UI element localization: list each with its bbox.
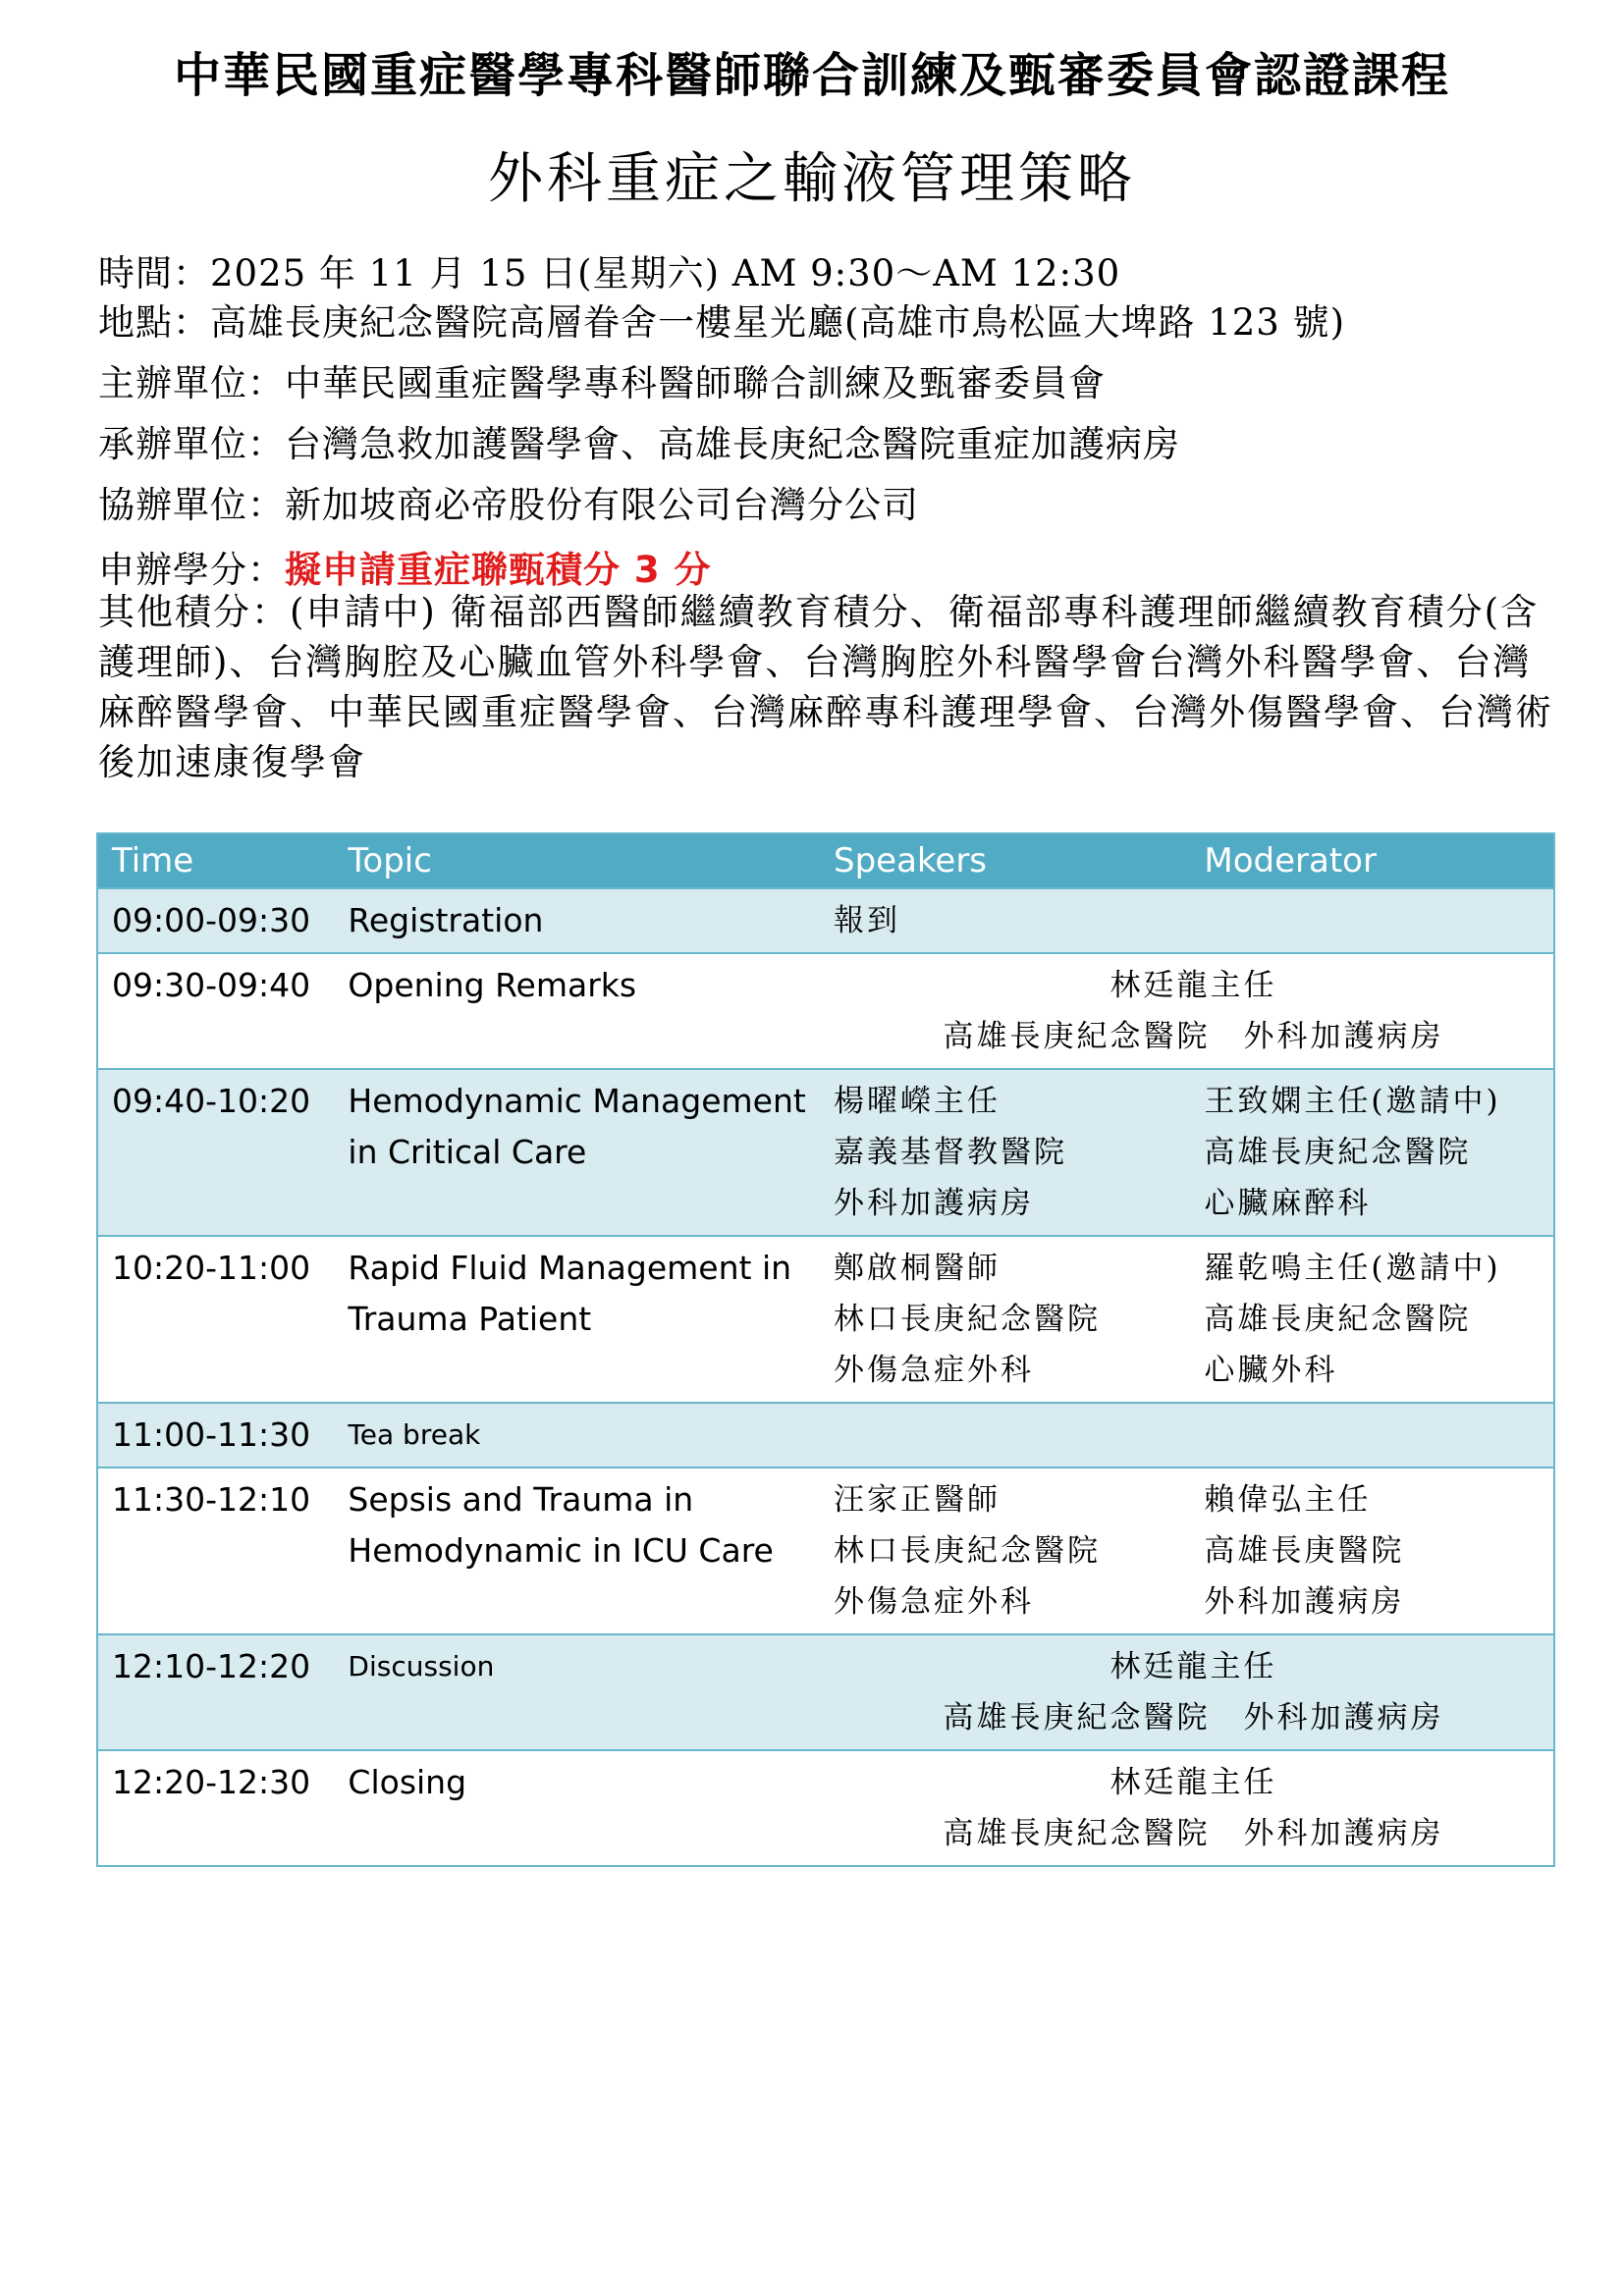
table-row	[97, 888, 1554, 953]
speaker-dept: 外科加護病房	[834, 1186, 1035, 1221]
speaker-name: 鄭啟桐醫師	[834, 1251, 1001, 1286]
speaker-hospital: 林口長庚紀念醫院	[834, 1302, 1102, 1337]
row-topic: Closing	[334, 1750, 820, 1866]
row-topic: Opening Remarks	[334, 953, 820, 1069]
table-row	[97, 1403, 1554, 1468]
topic-line: Sepsis and Trauma in	[348, 1480, 694, 1519]
person-affiliation: 高雄長庚紀念醫院 外科加護病房	[943, 1700, 1444, 1735]
person-name: 林廷龍主任	[1110, 1649, 1277, 1684]
row-topic	[334, 1468, 820, 1634]
row-speaker	[820, 1236, 1190, 1403]
topic-line: Rapid Fluid Management in	[348, 1249, 792, 1287]
credit-value: 擬申請重症聯甄積分 3 分	[285, 549, 712, 591]
credit-line	[98, 540, 1551, 593]
person-name: 林廷龍主任	[1110, 968, 1277, 1003]
table-row	[97, 1236, 1554, 1403]
topic-line: Hemodynamic in ICU Care	[348, 1531, 774, 1570]
person-affiliation: 高雄長庚紀念醫院 外科加護病房	[943, 1019, 1444, 1054]
person-affiliation: 高雄長庚紀念醫院 外科加護病房	[943, 1816, 1444, 1851]
moderator-hospital: 高雄長庚醫院	[1204, 1533, 1405, 1569]
row-speaker	[820, 1069, 1190, 1236]
row-time: 09:40-10:20	[97, 1069, 334, 1236]
person-name: 林廷龍主任	[1110, 1765, 1277, 1800]
row-speaker	[820, 1468, 1190, 1634]
moderator-name: 賴偉弘主任	[1204, 1482, 1372, 1518]
row-topic: Discussion	[334, 1634, 820, 1750]
topic-line: Hemodynamic Management	[348, 1082, 806, 1120]
row-speaker-moderator	[820, 1634, 1554, 1750]
row-time: 11:30-12:10	[97, 1468, 334, 1634]
speaker-dept: 外傷急症外科	[834, 1584, 1035, 1620]
row-topic	[334, 1069, 820, 1236]
moderator-dept: 心臟外科	[1204, 1353, 1338, 1388]
moderator-dept: 外科加護病房	[1204, 1584, 1405, 1620]
moderator-hospital: 高雄長庚紀念醫院	[1204, 1135, 1472, 1170]
topic-line: Trauma Patient	[348, 1300, 592, 1338]
row-speaker-moderator	[820, 1750, 1554, 1866]
table-row	[97, 1069, 1554, 1236]
moderator-hospital: 高雄長庚紀念醫院	[1204, 1302, 1472, 1337]
speaker-name: 汪家正醫師	[834, 1482, 1001, 1518]
moderator-name: 羅乾鳴主任(邀請中)	[1204, 1251, 1501, 1286]
speaker-dept: 外傷急症外科	[834, 1353, 1035, 1388]
row-topic	[334, 1236, 820, 1403]
host-unit: 主辦單位：中華民國重症醫學專科醫師聯合訓練及甄審委員會	[98, 362, 1106, 404]
speaker-hospital: 林口長庚紀念醫院	[834, 1533, 1102, 1569]
row-moderator	[1190, 1236, 1554, 1403]
row-time: 12:10-12:20	[97, 1634, 334, 1750]
table-row	[97, 953, 1554, 1069]
row-topic: Tea break	[334, 1403, 1554, 1468]
moderator-dept: 心臟麻醉科	[1204, 1186, 1372, 1221]
event-location: 地點：高雄長庚紀念醫院高層眷舍一樓星光廳(高雄市鳥松區大埤路 123 號)	[98, 301, 1346, 344]
credit-label: 申辦學分：	[98, 549, 285, 591]
row-moderator	[1190, 1069, 1554, 1236]
speaker-hospital: 嘉義基督教醫院	[834, 1135, 1068, 1170]
speaker-name: 楊曜嶸主任	[834, 1084, 1001, 1119]
schedule-header-row	[97, 833, 1554, 888]
header-speakers: Speakers	[820, 833, 1190, 888]
header-time: Time	[97, 833, 334, 888]
table-row	[97, 1634, 1554, 1750]
row-time: 09:30-09:40	[97, 953, 334, 1069]
row-time: 10:20-11:00	[97, 1236, 334, 1403]
row-moderator	[1190, 1468, 1554, 1634]
row-topic: Registration	[334, 888, 820, 953]
organizer-title: 中華民國重症醫學專科醫師聯合訓練及甄審委員會認證課程	[173, 48, 1450, 103]
row-time: 11:00-11:30	[97, 1403, 334, 1468]
co-host-unit: 承辦單位：台灣急救加護醫學會、高雄長庚紀念醫院重症加護病房	[98, 423, 1180, 465]
row-time: 09:00-09:30	[97, 888, 334, 953]
row-speaker-moderator	[820, 953, 1554, 1069]
header-moderator: Moderator	[1190, 833, 1554, 888]
schedule-table	[96, 832, 1555, 1867]
event-time: 時間：2025 年 11 月 15 日(星期六) AM 9:30～AM 12:30	[98, 252, 1121, 294]
moderator-name: 王致嫻主任(邀請中)	[1204, 1084, 1501, 1119]
row-time: 12:20-12:30	[97, 1750, 334, 1866]
table-row	[97, 1468, 1554, 1634]
row-note: 報到	[820, 888, 1554, 953]
assist-unit: 協辦單位：新加坡商必帝股份有限公司台灣分公司	[98, 484, 919, 526]
other-credits: 其他積分：(申請中) 衛福部西醫師繼續教育積分、衛福部專科護理師繼續教育積分(含護理師)、台灣胸腔及心臟血管外科學會、台灣胸腔外科醫學會台灣外科醫學會、台灣麻醉醫學會、中華民國重症醫學會、台灣麻醉專科護理學會、台灣外傷醫學會、台灣術後加速康復學會	[98, 591, 1553, 783]
header-topic: Topic	[334, 833, 820, 888]
table-row	[97, 1750, 1554, 1866]
course-title: 外科重症之輸液管理策略	[488, 147, 1136, 211]
topic-line: in Critical Care	[348, 1133, 587, 1171]
